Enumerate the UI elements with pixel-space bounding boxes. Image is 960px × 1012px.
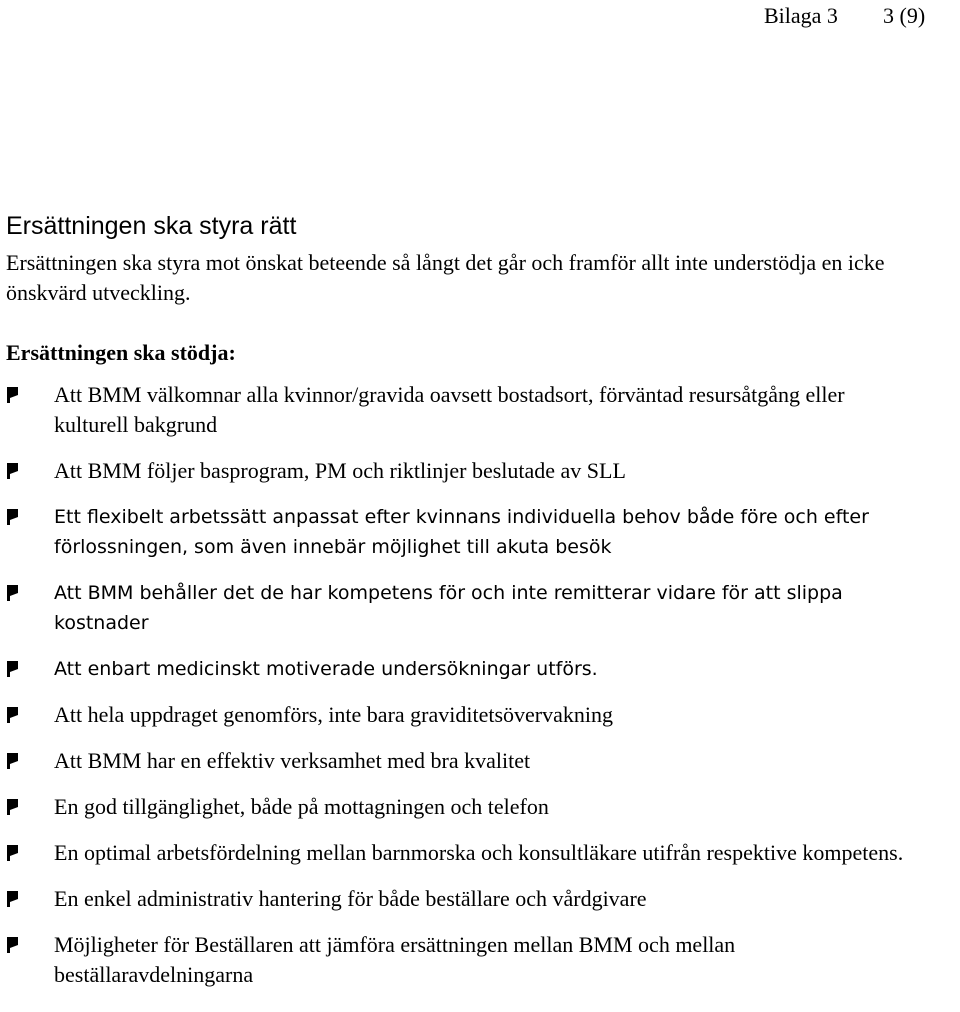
list-item xyxy=(0,456,920,486)
list-item-text: Ett flexibelt arbetssätt anpassat efter kvinnans individuella behov både före och efter förlossningen, som även innebär möjlighet till akuta besök xyxy=(54,506,869,558)
bullet-list xyxy=(0,380,960,1006)
flag-bullet-icon xyxy=(6,661,19,677)
flag-bullet-icon xyxy=(6,753,19,769)
attachment-label: Bilaga 3 xyxy=(764,3,838,28)
list-item xyxy=(0,380,920,440)
list-item-text: En optimal arbetsfördelning mellan barnmorska och konsultläkare utifrån respektive kompetens. xyxy=(54,840,904,865)
flag-bullet-icon xyxy=(6,845,19,861)
subheading: Ersättningen ska stödja: xyxy=(6,340,236,365)
list-item-text: Att enbart medicinskt motiverade undersökningar utförs. xyxy=(54,658,598,680)
list-item-text: Att BMM följer basprogram, PM och riktlinjer beslutade av SLL xyxy=(54,458,626,483)
list-item-text: En god tillgänglighet, både på mottagningen och telefon xyxy=(54,794,549,819)
list-item-text: Att BMM välkomnar alla kvinnor/gravida oavsett bostadsort, förväntad resursåtgång eller kulturell bakgrund xyxy=(54,382,845,437)
list-item xyxy=(0,838,920,868)
list-item xyxy=(0,792,920,822)
list-item xyxy=(0,930,920,990)
list-item-text: Att BMM har en effektiv verksamhet med bra kvalitet xyxy=(54,748,531,773)
list-item xyxy=(0,884,920,914)
list-item-text: Möjligheter för Beställaren att jämföra ersättningen mellan BMM och mellan beställaravdelningarna xyxy=(54,932,736,987)
page-number: 3 (9) xyxy=(883,3,926,28)
flag-bullet-icon xyxy=(6,937,19,953)
flag-bullet-icon xyxy=(6,585,19,601)
list-item xyxy=(0,578,920,638)
page-header xyxy=(0,2,960,30)
list-item xyxy=(0,746,920,776)
flag-bullet-icon xyxy=(6,707,19,723)
flag-bullet-icon xyxy=(6,509,19,525)
flag-bullet-icon xyxy=(6,463,19,479)
list-item xyxy=(0,502,920,562)
list-item-text: Att hela uppdraget genomförs, inte bara graviditetsövervakning xyxy=(54,702,613,727)
list-item-text: Att BMM behåller det de har kompetens för och inte remitterar vidare för att slippa kostnader xyxy=(54,582,843,634)
list-item xyxy=(0,654,920,684)
section-title: Ersättningen ska styra rätt xyxy=(6,212,297,240)
flag-bullet-icon xyxy=(6,387,19,403)
list-item xyxy=(0,700,920,730)
list-item-text: En enkel administrativ hantering för både beställare och vårdgivare xyxy=(54,886,647,911)
flag-bullet-icon xyxy=(6,799,19,815)
intro-paragraph: Ersättningen ska styra mot önskat beteende så långt det går och framför allt inte understödja en icke önskvärd utveckling. xyxy=(6,250,885,305)
flag-bullet-icon xyxy=(6,891,19,907)
